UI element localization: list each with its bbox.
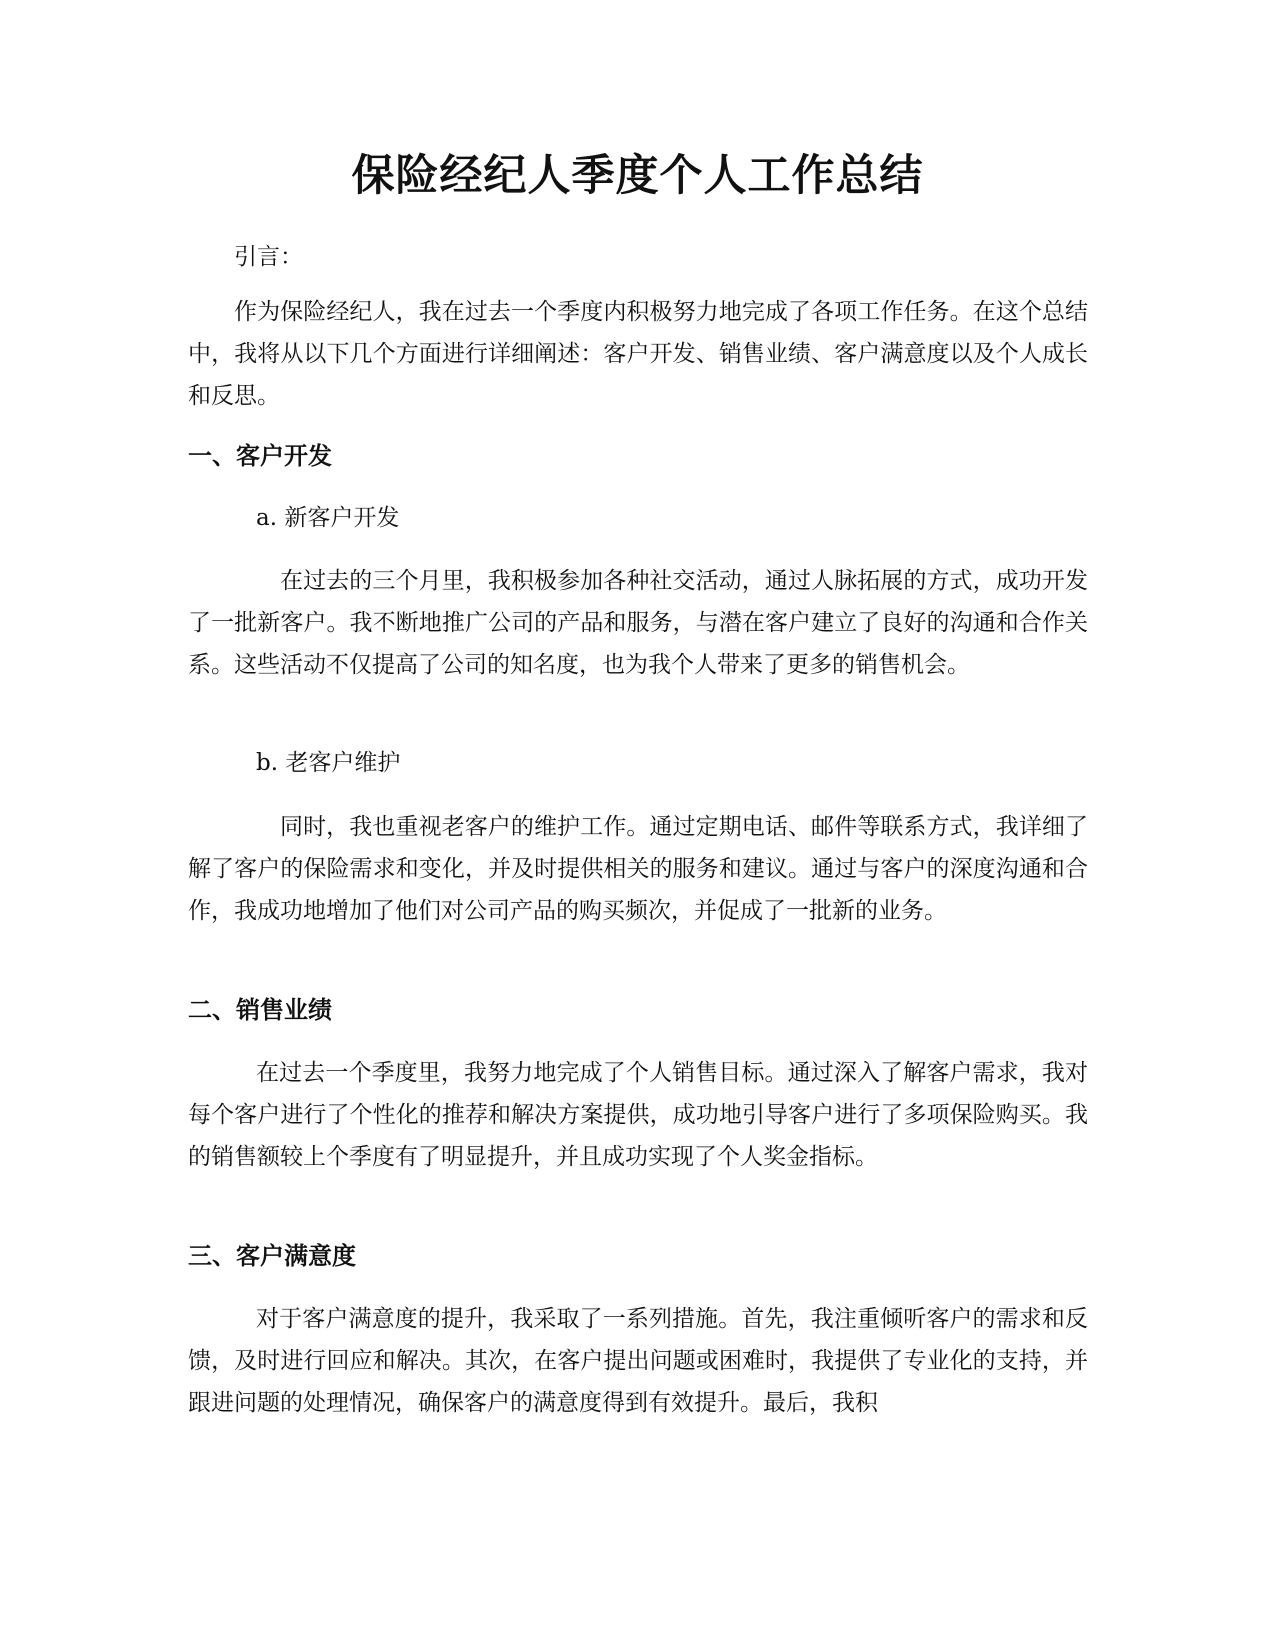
- document-title: 保险经纪人季度个人工作总结: [351, 151, 924, 201]
- paragraph-customer-satisfaction: 对于客户满意度的提升，我采取了一系列措施。首先，我注重倾听客户的需求和反馈，及时进行回应和解决。其次，在客户提出问题或困难时，我提供了专业化的支持，并跟进问题的处理情况，确保客户的满意度得到有效提升。最后，我积: [188, 1306, 1088, 1416]
- paragraph-new-customers: 在过去的三个月里，我积极参加各种社交活动，通过人脉拓展的方式，成功开发了一批新客户。我不断地推广公司的产品和服务，与潜在客户建立了良好的沟通和合作关系。这些活动不仅提高了公司的知名度，也为我个人带来了更多的销售机会。: [188, 568, 1088, 678]
- paragraph-existing-customers: 同时，我也重视老客户的维护工作。通过定期电话、邮件等联系方式，我详细了解了客户的保险需求和变化，并及时提供相关的服务和建议。通过与客户的深度沟通和合作，我成功地增加了他们对公司产品的购买频次，并促成了一批新的业务。: [188, 814, 1088, 924]
- section-heading-customer-satisfaction: 三、客户满意度: [188, 1242, 356, 1270]
- intro-paragraph: 作为保险经纪人，我在过去一个季度内积极努力地完成了各项工作任务。在这个总结中，我将从以下几个方面进行详细阐述：客户开发、销售业绩、客户满意度以及个人成长和反思。: [188, 299, 1088, 409]
- paragraph-sales-performance: 在过去一个季度里，我努力地完成了个人销售目标。通过深入了解客户需求，我对每个客户进行了个性化的推荐和解决方案提供，成功地引导客户进行了多项保险购买。我的销售额较上个季度有了明显提升，并且成功实现了个人奖金指标。: [188, 1060, 1088, 1170]
- intro-label: 引言：: [234, 244, 303, 270]
- subsection-label-new-customers: a. 新客户开发: [256, 505, 400, 531]
- subsection-label-existing-customers: b. 老客户维护: [256, 750, 401, 776]
- section-heading-sales-performance: 二、销售业绩: [188, 996, 332, 1024]
- section-heading-customer-development: 一、客户开发: [188, 442, 332, 470]
